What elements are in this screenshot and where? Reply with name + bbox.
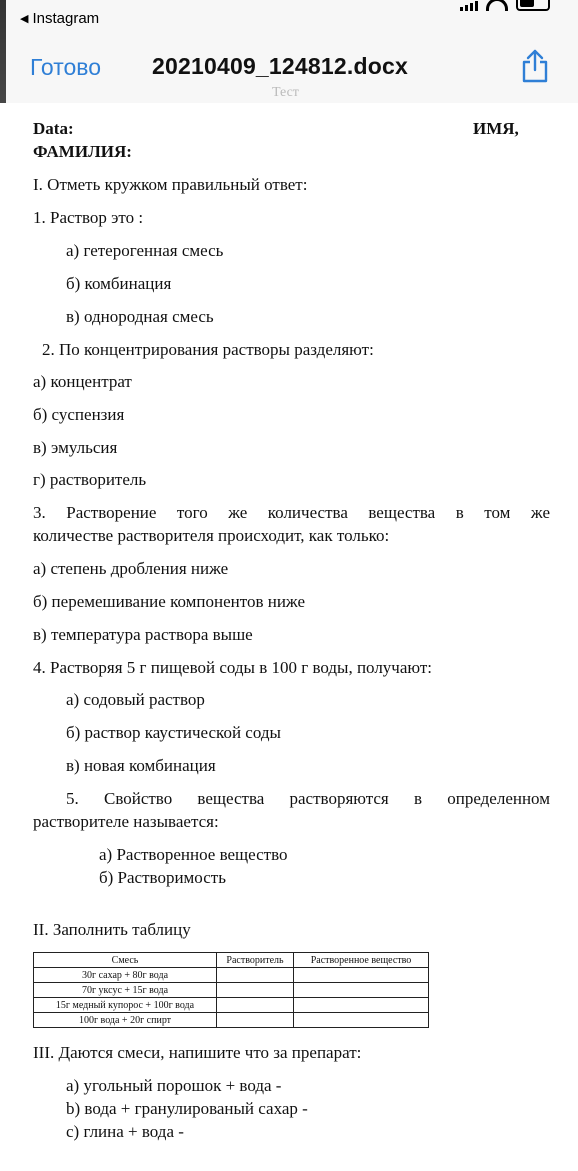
done-button[interactable]: Готово xyxy=(30,54,102,80)
table-cell-empty xyxy=(217,968,294,983)
table-cell-empty xyxy=(294,1013,429,1028)
table-row xyxy=(34,998,429,1013)
question-3-line-1: 3. Растворение того же количества вещества в том же xyxy=(33,503,550,522)
section-3-item-a: a) угольный порошок + вода - xyxy=(66,1076,282,1095)
question-4-option-c: в) новая комбинация xyxy=(66,756,216,775)
section-2-heading: II. Заполнить таблицу xyxy=(33,920,191,939)
question-2-option-d: г) растворитель xyxy=(33,470,147,489)
question-2-option-a: а) концентрат xyxy=(33,372,132,391)
table-header-row xyxy=(34,953,429,968)
surname-label: ФАМИЛИЯ: xyxy=(33,142,132,161)
question-2-option-c: в) эмульсия xyxy=(33,438,118,457)
question-2-option-b: б) суспензия xyxy=(33,405,125,424)
question-4-option-a: а) содовый раствор xyxy=(66,690,205,709)
question-1-option-c: в) однородная смесь xyxy=(66,307,214,326)
question-3-option-a: а) степень дробления ниже xyxy=(33,559,229,578)
table-cell: 15г медный купорос + 100г вода xyxy=(34,998,217,1013)
table-header: Смесь xyxy=(34,953,217,968)
question-1-option-b: б) комбинация xyxy=(66,274,172,293)
section-1-heading: I. Отметь кружком правильный ответ: xyxy=(33,175,308,194)
back-to-app-link[interactable] xyxy=(20,10,99,27)
question-5-option-a: а) Растворенное вещество xyxy=(99,845,288,864)
table-header: Растворитель xyxy=(217,953,294,968)
system-icons xyxy=(460,0,550,11)
battery-icon xyxy=(516,0,550,11)
document-title: 20210409_124812.docx xyxy=(152,53,408,79)
question-5-option-b: б) Растворимость xyxy=(99,868,226,887)
table-row xyxy=(34,1013,429,1028)
section-3-heading: III. Даются смеси, напишите что за препарат: xyxy=(33,1043,362,1062)
table-row xyxy=(34,968,429,983)
back-arrow-icon: ◀ xyxy=(20,13,29,25)
question-1-option-a: а) гетерогенная смесь xyxy=(66,241,224,260)
share-icon[interactable] xyxy=(520,48,550,84)
question-2: 2. По концентрирования растворы разделяют: xyxy=(42,340,374,359)
name-label: ИМЯ, xyxy=(473,119,519,138)
mixtures-table xyxy=(33,952,429,1028)
question-4: 4. Растворяя 5 г пищевой соды в 100 г воды, получают: xyxy=(33,658,433,677)
question-3-option-b: б) перемешивание компонентов ниже xyxy=(33,592,305,611)
wifi-icon xyxy=(486,0,508,11)
signal-icon xyxy=(460,1,478,11)
table-header: Растворенное вещество xyxy=(294,953,429,968)
question-4-option-b: б) раствор каустической соды xyxy=(66,723,281,742)
date-label: Data: xyxy=(33,119,74,138)
document-page[interactable] xyxy=(0,103,578,1171)
question-5-line-1: 5. Свойство вещества растворяются в определенном xyxy=(66,789,550,808)
question-1: 1. Раствор это : xyxy=(33,208,144,227)
table-cell-empty xyxy=(217,998,294,1013)
faded-heading: Тест xyxy=(272,85,299,100)
question-3-line-2: количестве растворителя происходит, как только: xyxy=(33,526,390,545)
back-app-label: Instagram xyxy=(32,10,100,27)
table-cell: 30г сахар + 80г вода xyxy=(34,968,217,983)
table-cell-empty xyxy=(217,983,294,998)
status-bar xyxy=(0,0,578,36)
section-3-item-c: c) глина + вода - xyxy=(66,1122,184,1141)
table-cell-empty xyxy=(294,968,429,983)
table-cell: 70г уксус + 15г вода xyxy=(34,983,217,998)
table-row xyxy=(34,983,429,998)
question-5-line-2: растворителе называется: xyxy=(33,812,219,831)
table-cell-empty xyxy=(294,983,429,998)
table-cell-empty xyxy=(294,998,429,1013)
table-cell: 100г вода + 20г спирт xyxy=(34,1013,217,1028)
table-cell-empty xyxy=(217,1013,294,1028)
question-3-option-c: в) температура раствора выше xyxy=(33,625,253,644)
section-3-item-b: b) вода + гранулированый сахар - xyxy=(66,1099,308,1118)
